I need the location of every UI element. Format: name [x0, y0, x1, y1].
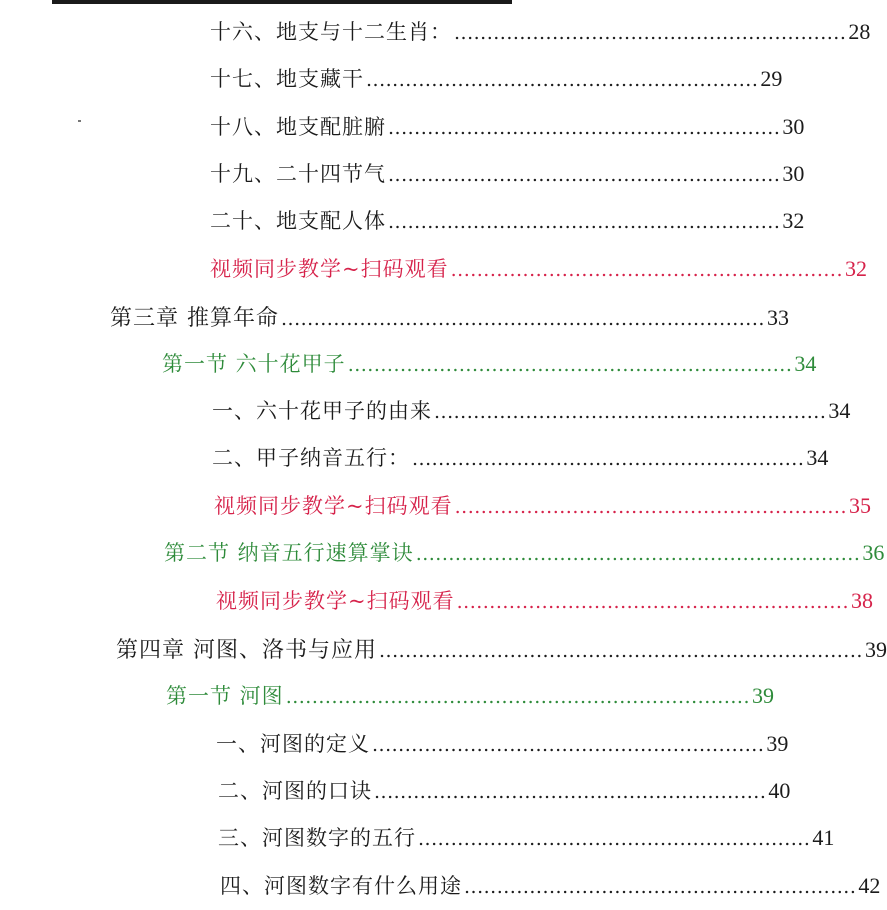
- toc-entry-page: 34: [806, 445, 829, 470]
- toc-entry-title: 十六、地支与十二生肖：: [210, 20, 452, 44]
- toc-entry-section[interactable]: [166, 680, 774, 712]
- toc-entry-page: 30: [782, 114, 805, 139]
- toc-entry[interactable]: [210, 111, 805, 143]
- toc-entry-section[interactable]: [162, 348, 817, 380]
- toc-entry-title: 第二节 纳音五行速算掌诀: [164, 541, 414, 565]
- toc-entry-title: 第一节 河图: [166, 684, 284, 708]
- toc-entry-title: 二十、地支配人体: [210, 209, 386, 233]
- toc-entry-title: 二、河图的口诀: [218, 779, 372, 803]
- toc-entry-title: 十七、地支藏干: [210, 67, 364, 91]
- toc-entry[interactable]: [210, 63, 783, 95]
- toc-entry[interactable]: [218, 822, 835, 854]
- toc-leader-dots: ............................................................: [388, 164, 781, 186]
- toc-leader-dots: ............................................................: [456, 591, 849, 613]
- toc-entry[interactable]: [216, 728, 789, 760]
- toc-entry-title: 第三章 推算年命: [110, 306, 279, 331]
- toc-leader-dots: ....................................................................: [347, 354, 793, 376]
- toc-leader-dots: ............................................................: [374, 781, 767, 803]
- toc-entry[interactable]: [210, 205, 805, 237]
- toc-entry[interactable]: [218, 775, 791, 807]
- toc-leader-dots: ............................................................: [450, 259, 843, 281]
- toc-entry-page: 34: [794, 351, 817, 376]
- toc-entry-page: 28: [848, 19, 871, 44]
- toc-leader-dots: ............................................................: [388, 117, 781, 139]
- toc-leader-dots: ............................................................: [366, 69, 759, 91]
- toc-entry[interactable]: [210, 16, 871, 48]
- toc-entry-page: 29: [760, 66, 783, 91]
- toc-entry[interactable]: [220, 870, 881, 902]
- toc-entry-video[interactable]: [216, 585, 873, 617]
- toc-leader-dots: ............................................................: [434, 401, 827, 423]
- toc-entry-page: 34: [828, 398, 851, 423]
- toc-entry-page: 32: [844, 256, 867, 281]
- toc-leader-dots: ............................................................: [388, 211, 781, 233]
- toc-entry-title: 第一节 六十花甲子: [162, 352, 346, 376]
- toc-leader-dots: ..........................................................................: [281, 308, 765, 330]
- toc-leader-dots: ............................................................: [454, 496, 847, 518]
- toc-leader-dots: ............................................................: [418, 828, 811, 850]
- toc-entry-page: 36: [862, 540, 885, 565]
- toc-entry-page: 39: [864, 637, 887, 662]
- toc-entry-title: 一、河图的定义: [216, 732, 370, 756]
- toc-entry-page: 42: [858, 873, 881, 898]
- toc-entry-page: 32: [782, 208, 805, 233]
- toc-entry-title: 四、河图数字有什么用途: [220, 874, 462, 898]
- toc-entry-page: 38: [850, 588, 873, 613]
- toc-entry-page: 35: [848, 493, 871, 518]
- toc-entry-chapter[interactable]: [116, 634, 887, 666]
- toc-entry-title: 三、河图数字的五行: [218, 826, 416, 850]
- toc-entry-title: 一、六十花甲子的由来: [212, 399, 432, 423]
- toc-leader-dots: ............................................................: [372, 734, 765, 756]
- toc-entry-page: 33: [766, 305, 789, 330]
- toc-entry-title: 视频同步教学~扫码观看: [216, 589, 455, 613]
- toc-entry-title: 十八、地支配脏腑: [210, 115, 386, 139]
- toc-entry-title: 十九、二十四节气: [210, 162, 386, 186]
- toc-entry-page: 41: [812, 825, 835, 850]
- toc-entry-chapter[interactable]: [110, 302, 789, 334]
- toc-entry-page: 30: [782, 161, 805, 186]
- toc-entry-title: 二、甲子纳音五行：: [212, 446, 410, 470]
- toc-leader-dots: ............................................................: [454, 22, 847, 44]
- toc-entry[interactable]: [210, 158, 805, 190]
- toc-leader-dots: ............................................................: [464, 876, 857, 898]
- toc-leader-dots: ..........................................................................: [379, 640, 863, 662]
- toc-entry-page: 39: [752, 683, 774, 708]
- toc-entry-video[interactable]: [210, 253, 867, 285]
- toc-entry-title: 视频同步教学~扫码观看: [214, 494, 453, 518]
- toc-leader-dots: .......................................................................: [285, 686, 750, 708]
- toc-entry[interactable]: [212, 395, 851, 427]
- toc-entry-title: 第四章 河图、洛书与应用: [116, 638, 377, 663]
- toc-leader-dots: ....................................................................: [415, 543, 861, 565]
- toc-entry[interactable]: [212, 442, 829, 474]
- toc-leader-dots: ............................................................: [412, 448, 805, 470]
- toc-entry-title: 视频同步教学~扫码观看: [210, 257, 449, 281]
- toc-entry-video[interactable]: [214, 490, 871, 522]
- toc-entry-section[interactable]: [164, 537, 885, 569]
- toc-entry-page: 40: [768, 778, 791, 803]
- toc-entry-page: 39: [766, 731, 789, 756]
